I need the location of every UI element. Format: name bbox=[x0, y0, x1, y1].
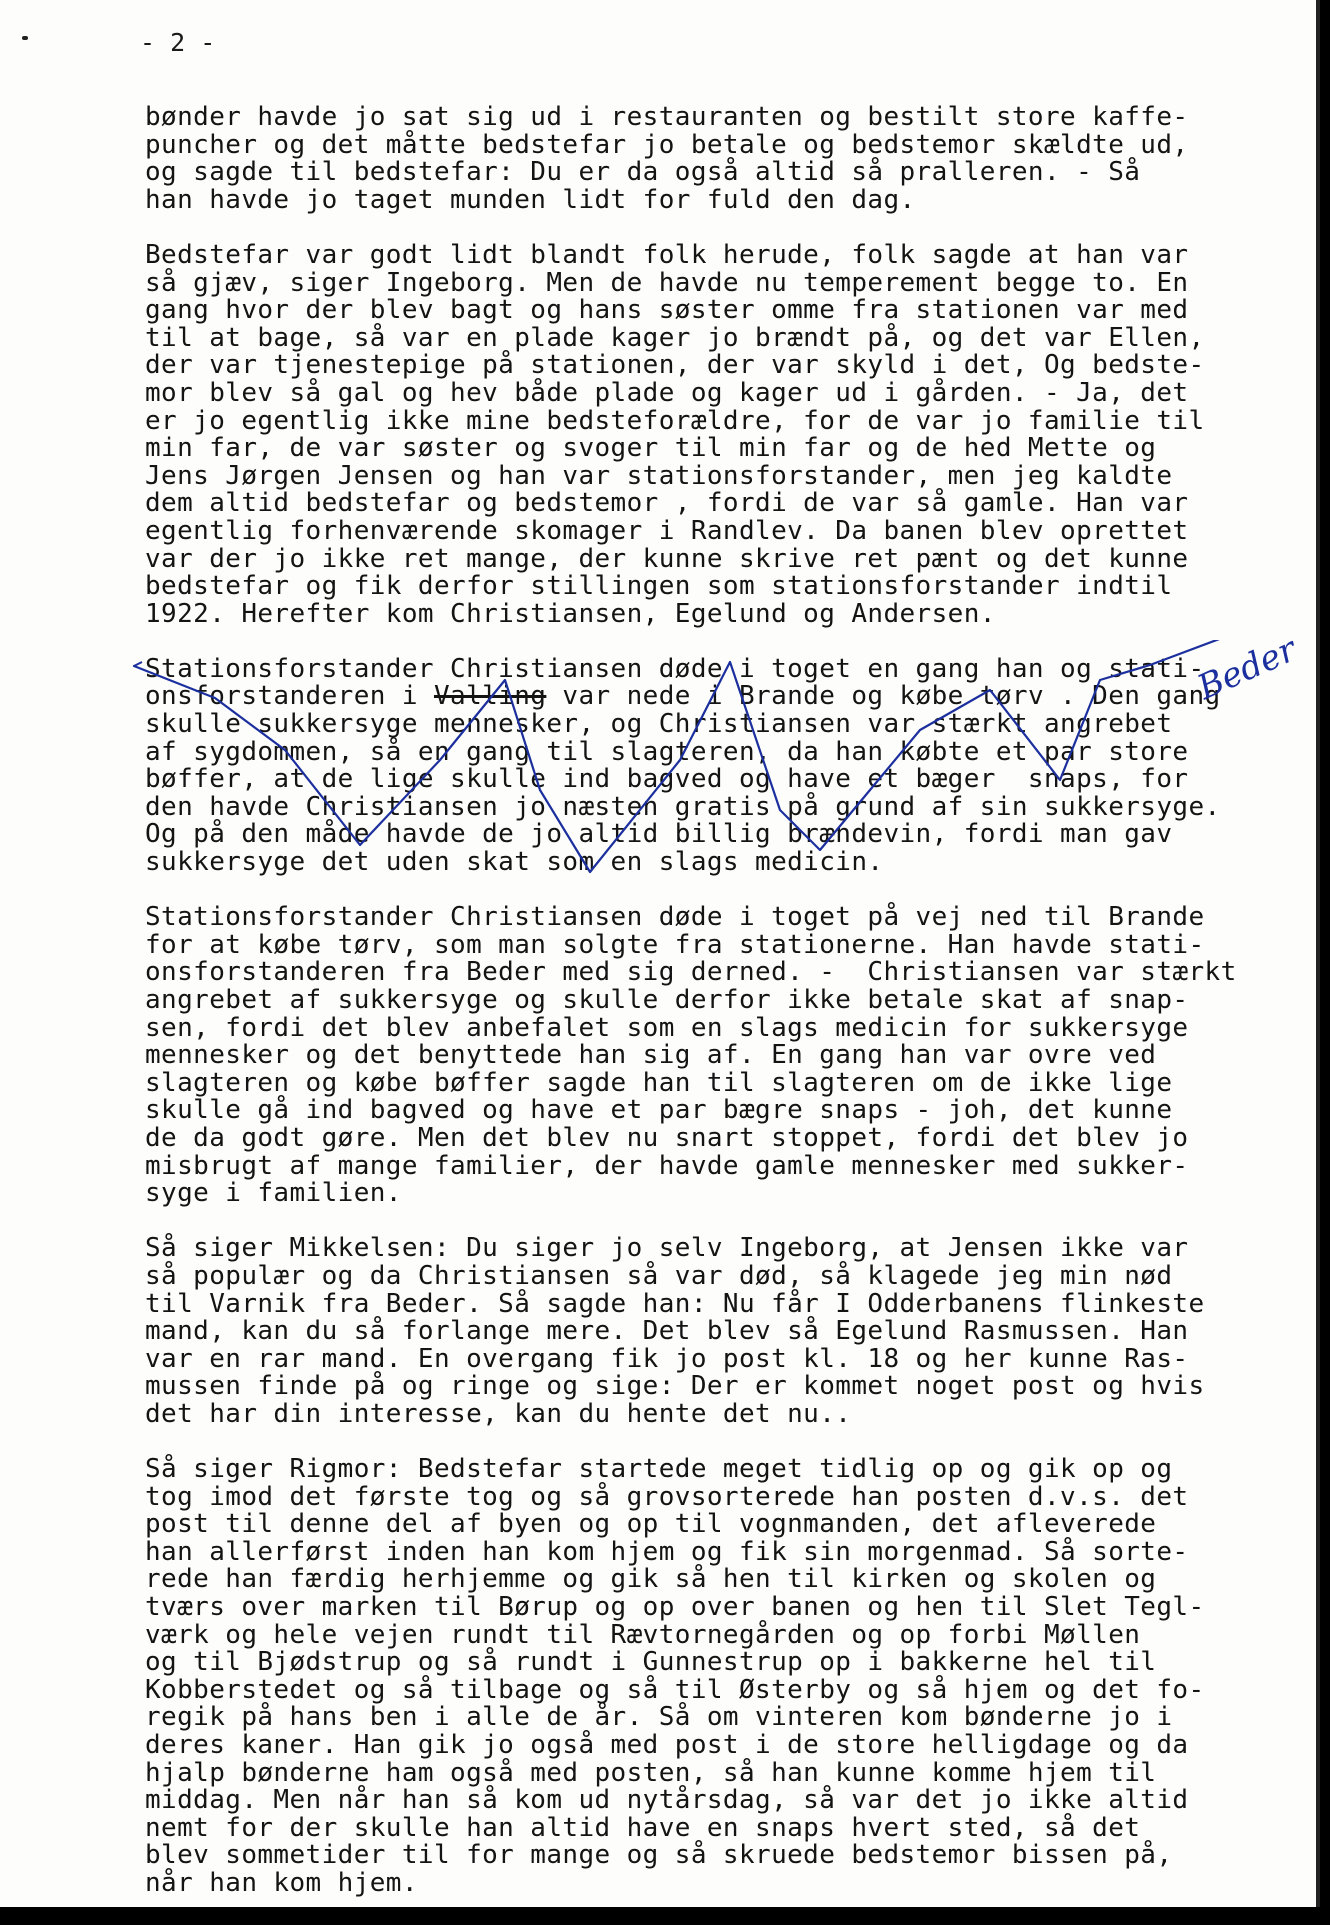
text-line: den havde Christiansen jo næsten gratis på grund af sin sukkersyge. bbox=[145, 791, 1221, 822]
text-line: værk og hele vejen rundt til Rævtornegården og op forbi Møllen bbox=[145, 1619, 1141, 1650]
text-line: bøffer, at de lige skulle ind bagved og have et bæger snaps, for bbox=[145, 764, 1189, 795]
text-line: Jens Jørgen Jensen og han var stationsforstander, men jeg kaldte bbox=[145, 460, 1173, 491]
text-line: var en rar mand. En overgang fik jo post kl. 18 og her kunne Ras- bbox=[145, 1343, 1189, 1374]
text-line: tog imod det første tog og så grovsorterede han posten d.v.s. det bbox=[145, 1481, 1189, 1512]
text-line: Bedstefar var godt lidt blandt folk herude, folk sagde at han var bbox=[145, 239, 1189, 270]
text-line: sen, fordi det blev anbefalet som en slags medicin for sukkersyge bbox=[145, 1012, 1189, 1043]
text-line: og til Bjødstrup og så rundt i Gunnestrup op i bakkerne hel til bbox=[145, 1647, 1157, 1678]
crossed-out-paragraph bbox=[145, 653, 1265, 878]
text-line: af sygdommen, så en gang til slagteren, da han købte et par store bbox=[145, 736, 1189, 767]
paragraph-1 bbox=[145, 104, 1265, 214]
text-line: han allerførst inden han kom hjem og fik sin morgenmad. Så sorte- bbox=[145, 1536, 1189, 1567]
text-line: regik på hans ben i alle de år. Så om vinteren kom bønderne jo i bbox=[145, 1702, 1173, 1733]
text-line: rede han færdig herhjemme og gik så hen til kirken og skolen og bbox=[145, 1564, 1157, 1595]
handwritten-note: Beder bbox=[1191, 629, 1303, 708]
text-fragment: var nede i Brande og købe tørv . Den gang bbox=[546, 681, 1221, 712]
text-line: Så siger Rigmor: Bedstefar startede meget tidlig op og gik op og bbox=[145, 1454, 1173, 1485]
text-line: sukkersyge det uden skat som en slags medicin. bbox=[145, 847, 884, 878]
text-line: skulle gå ind bagved og have et par bægre snaps - joh, det kunne bbox=[145, 1095, 1173, 1126]
text-line: skulle sukkersyge mennesker, og Christiansen var stærkt angrebet bbox=[145, 709, 1173, 740]
text-line: hjalp bønderne ham også med posten, så han kunne komme hjem til bbox=[145, 1757, 1157, 1788]
text-line: mussen finde på og ringe og sige: Der er kommet noget post og hvis bbox=[145, 1371, 1205, 1402]
text-line: egentlig forhenværende skomager i Randlev. Da banen blev oprettet bbox=[145, 515, 1189, 546]
text-line: han havde jo taget munden lidt for fuld den dag. bbox=[145, 184, 916, 215]
text-line: angrebet af sukkersyge og skulle derfor ikke betale skat af snap- bbox=[145, 985, 1189, 1015]
text-line: puncher og det måtte bedstefar jo betale og bedstemor skældte ud, bbox=[145, 129, 1189, 160]
text-line: var der jo ikke ret mange, der kunne skrive ret pænt og det kunne bbox=[145, 543, 1189, 574]
text-line: min far, de var søster og svoger til min far og de hed Mette og bbox=[145, 433, 1157, 464]
text-line: bønder havde jo sat sig ud i restauranten og bestilt store kaffe- bbox=[145, 102, 1189, 132]
text-line: der var tjenestepige på stationen, der var skyld i det, Og bedste- bbox=[145, 350, 1205, 381]
text-line: Kobberstedet og så tilbage og så til Østerby og så hjem og det fo- bbox=[145, 1674, 1205, 1705]
paragraph-6 bbox=[145, 1456, 1265, 1898]
text-line: Stationsforstander Christiansen døde i toget en gang han og stati- bbox=[145, 653, 1205, 684]
text-line: middag. Men når han så kom ud nytårsdag, så var det jo ikke altid bbox=[145, 1785, 1189, 1816]
text-line: bedstefar og fik derfor stillingen som stationsforstander indtil bbox=[145, 571, 1173, 602]
text-line: og sagde til bedstefar: Du er da også altid så pralleren. - Så bbox=[145, 157, 1141, 188]
text-line: post til denne del af byen og op til vognmanden, det afleverede bbox=[145, 1509, 1157, 1540]
ink-mark bbox=[22, 36, 28, 40]
paragraph-5 bbox=[145, 1235, 1265, 1428]
text-line: slagteren og købe bøffer sagde han til slagteren om de ikke lige bbox=[145, 1067, 1173, 1098]
paragraph-2 bbox=[145, 239, 1265, 629]
text-line: gang hvor der blev bagt og hans søster omme fra stationen var med bbox=[145, 295, 1189, 326]
text-line: Og på den måde havde de jo altid billig brændevin, fordi man gav bbox=[145, 819, 1173, 850]
text-line: det har din interesse, kan du hente det nu.. bbox=[145, 1398, 852, 1429]
body-text bbox=[145, 104, 1265, 1925]
text-fragment: onsforstanderen i bbox=[145, 681, 434, 712]
text-line bbox=[145, 683, 1265, 711]
text-line: nemt for der skulle han altid have en snaps hvert sted, så det bbox=[145, 1812, 1141, 1843]
page-number: - 2 - bbox=[140, 28, 216, 57]
text-line: mor blev så gal og hev både plade og kager ud i gården. - Ja, det bbox=[145, 377, 1189, 408]
text-line: mand, kan du så forlange mere. Det blev så Egelund Rasmussen. Han bbox=[145, 1316, 1189, 1347]
text-line: dem altid bedstefar og bedstemor , fordi de var så gamle. Han var bbox=[145, 488, 1189, 519]
text-line: syge i familien. bbox=[145, 1178, 402, 1209]
text-line: så populær og da Christiansen så var død, så klagede jeg min nød bbox=[145, 1260, 1173, 1291]
text-line: mennesker og det benyttede han sig af. En gang han var ovre ved bbox=[145, 1040, 1157, 1071]
text-line: onsforstanderen fra Beder med sig derned. - Christiansen var stærkt bbox=[145, 957, 1237, 988]
text-line: 1922. Herefter kom Christiansen, Egelund og Andersen. bbox=[145, 598, 996, 629]
text-line: de da godt gøre. Men det blev nu snart stoppet, fordi det blev jo bbox=[145, 1122, 1189, 1153]
text-line: tværs over marken til Børup og op over banen og hen til Slet Tegl- bbox=[145, 1592, 1205, 1623]
text-line: til at bage, så var en plade kager jo brændt på, og det var Ellen, bbox=[145, 322, 1205, 353]
text-line: så gjæv, siger Ingeborg. Men de havde nu temperement begge to. En bbox=[145, 267, 1189, 298]
struck-word: Valling bbox=[433, 681, 547, 712]
text-line: Stationsforstander Christiansen døde i toget på vej ned til Brande bbox=[145, 902, 1205, 933]
text-line: blev sommetider til for mange og så skruede bedstemor bissen på, bbox=[145, 1840, 1173, 1871]
text-line: Så siger Mikkelsen: Du siger jo selv Ingeborg, at Jensen ikke var bbox=[145, 1233, 1189, 1264]
text-line: for at købe tørv, som man solgte fra stationerne. Han havde stati- bbox=[145, 929, 1205, 960]
paragraph-4 bbox=[145, 904, 1265, 1208]
text-line: er jo egentlig ikke mine bedsteforældre, for de var jo familie til bbox=[145, 405, 1205, 436]
text-line: deres kaner. Han gik jo også med post i de store helligdage og da bbox=[145, 1730, 1189, 1761]
text-line: misbrugt af mange familier, der havde gamle mennesker med sukker- bbox=[145, 1150, 1189, 1181]
text-line: når han kom hjem. bbox=[145, 1868, 418, 1898]
text-line: til Varnik fra Beder. Så sagde han: Nu får I Odderbanens flinkeste bbox=[145, 1288, 1205, 1319]
